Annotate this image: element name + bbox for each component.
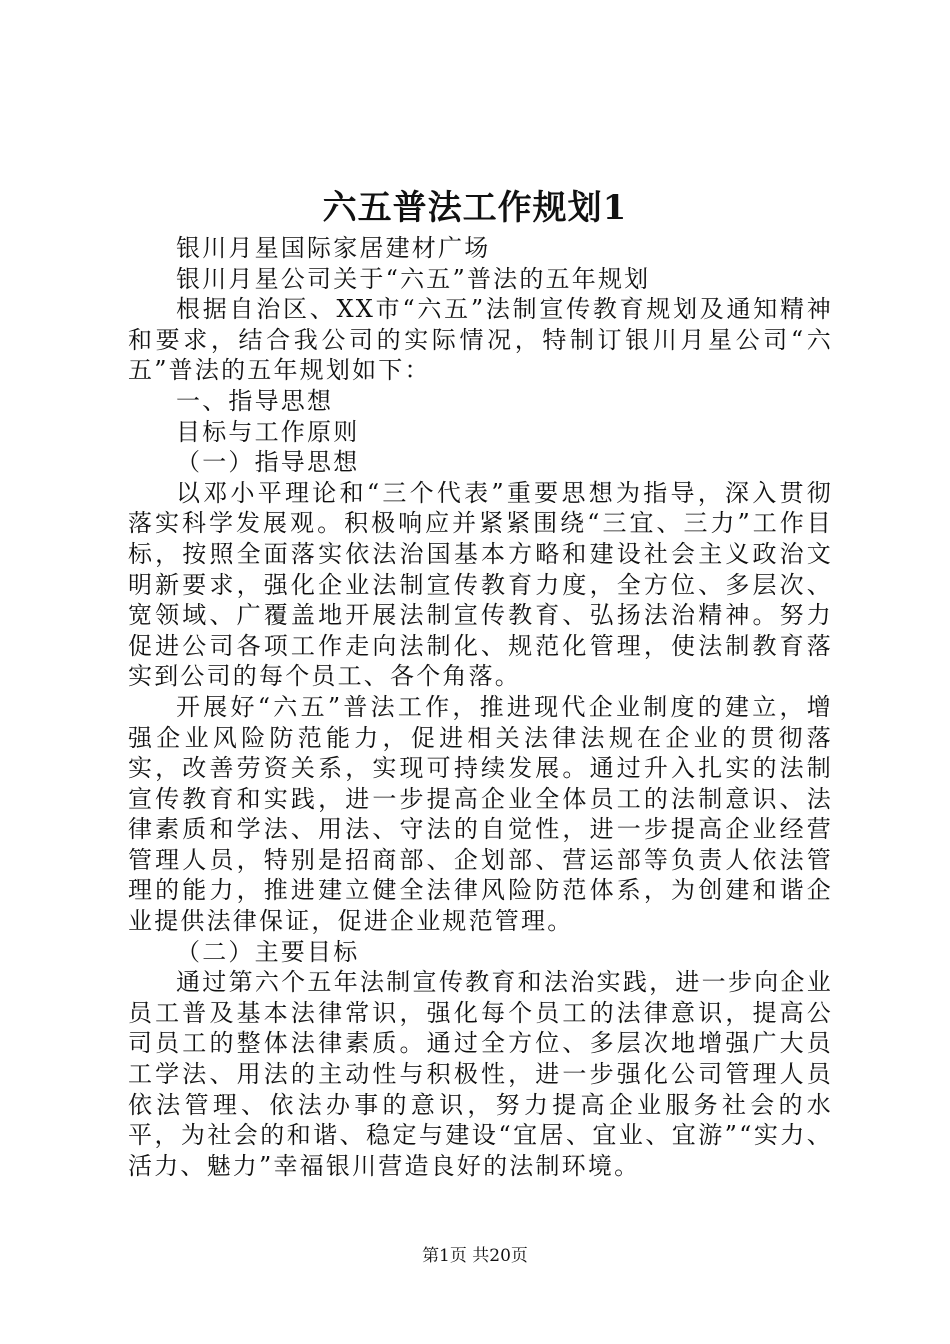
section-subheading-goals-principles: 目标与工作原则 (176, 417, 360, 446)
section-heading-guiding-ideology: 一、指导思想 (176, 386, 334, 415)
document-title: 六五普法工作规划1 (322, 188, 628, 228)
subsection-heading-guiding-ideology: （一）指导思想 (176, 448, 360, 477)
subsection-heading-main-goals: （二）主要目标 (176, 937, 360, 966)
paragraph-guiding-ideology: 以邓小平理论和“三个代表”重要思想为指导，深入贯彻落实科学发展观。积极响应并紧紧围绕“三宜、三力”工作目标，按照全面落实依法治国基本方略和建设社会主义政治文明新要求，强化企业法制宣传教育力度，全方位、多层次、宽领域、广覆盖地开展法制宣传教育、弘扬法治精神。努力促进公司各项工作走向法制化、规范化管理，使法制教育落实到公司的每个员工、各个角落。 (128, 478, 833, 691)
paragraph-main-goals: 通过第六个五年法制宣传教育和法治实践，进一步向企业员工普及基本法律常识，强化每个员工的法律意识，提高公司员工的整体法律素质。通过全方位、多层次地增强广大员工学法、用法的主动性与积极性，进一步强化公司管理人员依法管理、依法办事的意识，努力提高企业服务社会的水平，为社会的和谐、稳定与建设“宜居、宜业、宜游”“实力、活力、魅力”幸福银川营造良好的法制环境。 (128, 968, 833, 1180)
paragraph-plan-heading: 银川月星公司关于“六五”普法的五年规划 (176, 264, 651, 293)
document-body (128, 233, 833, 1181)
paragraph-company-name: 银川月星国际家居建材广场 (176, 234, 491, 262)
paragraph-intro: 根据自治区、XX市“六五”法制宣传教育规划及通知精神和要求，结合我公司的实际情况，特制订银川月星公司“六五”普法的五年规划如下： (128, 295, 833, 385)
paragraph-work-development: 开展好“六五”普法工作，推进现代企业制度的建立，增强企业风险防范能力，促进相关法律法规在企业的贯彻落实，改善劳资关系，实现可持续发展。通过升入扎实的法制宣传教育和实践，进一步提高企业全体员工的法制意识、法律素质和学法、用法、守法的自觉性，进一步提高企业经营管理人员，特别是招商部、企划部、营运部等负责人依法管理的能力，推进建立健全法律风险防范体系，为创建和谐企业提供法律保证，促进企业规范管理。 (128, 692, 833, 936)
page-footer: 第1页 共20页 (422, 1246, 528, 1266)
